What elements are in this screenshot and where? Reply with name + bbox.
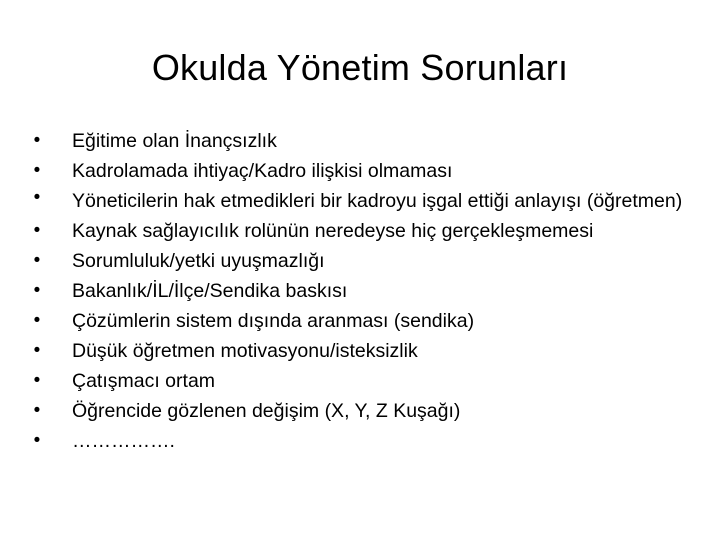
bullet-icon: • bbox=[33, 130, 41, 151]
bullet-icon: • bbox=[33, 400, 41, 421]
list-item bbox=[30, 126, 690, 156]
bullet-icon: • bbox=[33, 370, 41, 391]
list-item-text: Yöneticilerin hak etmedikleri bir kadroyu işgal ettiği anlayışı (öğretmen) bbox=[72, 190, 683, 212]
bullet-icon: • bbox=[33, 250, 41, 271]
list-item bbox=[30, 336, 690, 366]
list-item bbox=[30, 306, 690, 336]
slide-title: Okulda Yönetim Sorunları bbox=[151, 47, 569, 88]
bullet-icon: • bbox=[33, 220, 41, 241]
list-item bbox=[30, 426, 690, 456]
list-item-text: Düşük öğretmen motivasyonu/isteksizlik bbox=[72, 340, 418, 362]
list-item-text: Eğitime olan İnançsızlık bbox=[72, 130, 277, 152]
list-item-text: Kaynak sağlayıcılık rolünün neredeyse hiç gerçekleşmemesi bbox=[72, 220, 594, 242]
list-item bbox=[30, 186, 690, 216]
bullet-icon: • bbox=[33, 160, 41, 181]
bullet-icon: • bbox=[33, 340, 41, 361]
list-item bbox=[30, 276, 690, 306]
list-item-text: Öğrencide gözlenen değişim (X, Y, Z Kuşağı) bbox=[72, 400, 461, 422]
list-item-text: ……………. bbox=[72, 430, 175, 452]
list-item bbox=[30, 246, 690, 276]
list-item-text: Kadrolamada ihtiyaç/Kadro ilişkisi olmaması bbox=[72, 160, 453, 182]
bullet-list bbox=[30, 126, 690, 456]
bullet-icon: • bbox=[33, 187, 41, 208]
list-item-text: Sorumluluk/yetki uyuşmazlığı bbox=[72, 250, 325, 272]
list-item-text: Bakanlık/İL/İlçe/Sendika baskısı bbox=[72, 280, 348, 302]
list-item bbox=[30, 366, 690, 396]
list-item-text: Çatışmacı ortam bbox=[72, 370, 216, 392]
list-item bbox=[30, 216, 690, 246]
list-item bbox=[30, 396, 690, 426]
bullet-icon: • bbox=[33, 280, 41, 301]
list-item-text: Çözümlerin sistem dışında aranması (sendika) bbox=[72, 310, 475, 332]
list-item bbox=[30, 156, 690, 186]
bullet-icon: • bbox=[33, 430, 41, 451]
bullet-icon: • bbox=[33, 310, 41, 331]
